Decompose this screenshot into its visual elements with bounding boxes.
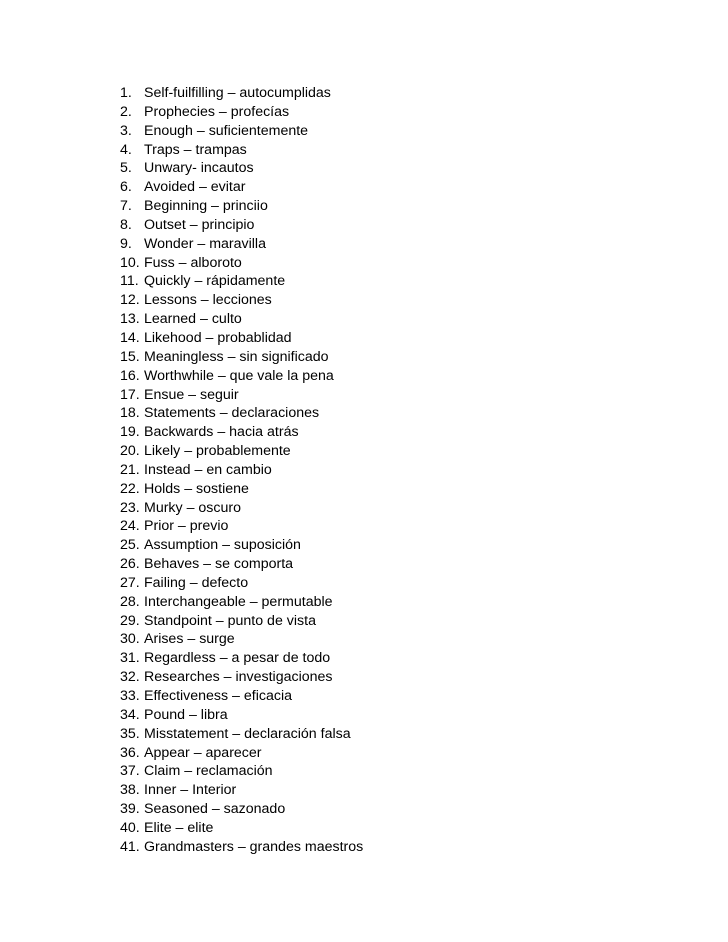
list-item	[120, 838, 363, 857]
list-item-number: 18.	[120, 405, 140, 422]
list-item	[120, 404, 363, 423]
list-item-number: 16.	[120, 367, 140, 384]
list-item-text: Misstatement – declaración falsa	[144, 725, 351, 742]
list-item	[120, 800, 363, 819]
list-item-text: Behaves – se comporta	[144, 556, 294, 573]
list-item	[120, 781, 363, 800]
list-item-text: Researches – investigaciones	[144, 669, 333, 686]
list-item-number: 8.	[120, 216, 132, 233]
list-item-text: Unwary- incautos	[144, 160, 254, 177]
list-item	[120, 687, 363, 706]
list-item-text: Grandmasters – grandes maestros	[144, 838, 364, 855]
list-item	[120, 499, 363, 518]
list-item-text: Elite – elite	[144, 819, 214, 836]
list-item-number: 4.	[120, 141, 132, 158]
list-item-number: 29.	[120, 612, 140, 629]
list-item	[120, 555, 363, 574]
list-item-number: 40.	[120, 819, 140, 836]
list-item	[120, 310, 363, 329]
list-item-text: Meaningless – sin significado	[144, 348, 329, 365]
list-item-number: 30.	[120, 631, 140, 648]
list-item	[120, 386, 363, 405]
list-item-number: 15.	[120, 348, 140, 365]
list-item-number: 13.	[120, 311, 140, 328]
list-item-text: Failing – defecto	[144, 574, 249, 591]
list-item	[120, 367, 363, 386]
list-item-number: 24.	[120, 518, 140, 535]
list-item-text: Quickly – rápidamente	[144, 273, 286, 290]
list-item	[120, 178, 363, 197]
list-item-number: 10.	[120, 254, 140, 271]
list-item-text: Prophecies – profecías	[144, 103, 290, 120]
list-item-text: Interchangeable – permutable	[144, 593, 333, 610]
list-item-text: Beginning – princiio	[144, 198, 268, 215]
list-item	[120, 517, 363, 536]
list-item-text: Ensue – seguir	[144, 386, 239, 403]
list-item-number: 39.	[120, 801, 140, 818]
list-item-text: Regardless – a pesar de todo	[144, 650, 331, 667]
list-item-number: 37.	[120, 763, 140, 780]
list-item	[120, 819, 363, 838]
list-item-number: 41.	[120, 838, 140, 855]
list-item	[120, 536, 363, 555]
list-item	[120, 762, 363, 781]
list-item-text: Worthwhile – que vale la pena	[144, 367, 334, 384]
list-item	[120, 235, 363, 254]
list-item-text: Instead – en cambio	[144, 461, 272, 478]
list-item-text: Inner – Interior	[144, 782, 237, 799]
list-item	[120, 725, 363, 744]
list-item-text: Likehood – probablidad	[144, 329, 292, 346]
list-item-number: 17.	[120, 386, 140, 403]
list-item-number: 25.	[120, 537, 140, 554]
list-item-text: Outset – principio	[144, 216, 255, 233]
list-item	[120, 329, 363, 348]
list-item-number: 5.	[120, 160, 132, 177]
list-item-number: 1.	[120, 85, 132, 101]
list-item-text: Likely – probablemente	[144, 443, 291, 460]
list-item	[120, 593, 363, 612]
list-item-number: 31.	[120, 650, 140, 667]
list-item-number: 22.	[120, 480, 140, 497]
list-item-text: Claim – reclamación	[144, 763, 273, 780]
list-item-text: Self-fuilfilling – autocumplidas	[144, 85, 331, 101]
list-item-number: 28.	[120, 593, 140, 610]
list-item	[120, 141, 363, 160]
list-item-number: 11.	[120, 273, 139, 290]
list-item-number: 26.	[120, 556, 140, 573]
list-item	[120, 423, 363, 442]
list-item	[120, 103, 363, 122]
list-item	[120, 744, 363, 763]
vocabulary-list	[120, 84, 363, 857]
list-item	[120, 197, 363, 216]
list-item	[120, 216, 363, 235]
list-item-number: 23.	[120, 499, 140, 516]
list-item	[120, 630, 363, 649]
list-item-number: 12.	[120, 292, 140, 309]
list-item-number: 2.	[120, 103, 132, 120]
list-item	[120, 122, 363, 141]
list-item-number: 32.	[120, 669, 140, 686]
list-item-text: Pound – libra	[144, 706, 228, 723]
list-item	[120, 442, 363, 461]
list-item-text: Wonder – maravilla	[144, 235, 266, 252]
list-item-text: Effectiveness – eficacia	[144, 688, 292, 704]
list-item-text: Enough – suficientemente	[144, 122, 309, 139]
list-item-number: 6.	[120, 179, 132, 196]
list-item	[120, 480, 363, 499]
list-item-text: Seasoned – sazonado	[144, 801, 286, 818]
list-item-number: 35.	[120, 725, 140, 742]
list-item-text: Traps – trampas	[144, 141, 247, 158]
list-item	[120, 612, 363, 631]
list-item	[120, 574, 363, 593]
list-item	[120, 706, 363, 725]
list-item	[120, 272, 363, 291]
list-item	[120, 348, 363, 367]
list-item	[120, 649, 363, 668]
list-item	[120, 84, 363, 103]
list-item	[120, 668, 363, 687]
list-item-number: 36.	[120, 744, 140, 761]
list-item-text: Fuss – alboroto	[144, 254, 242, 271]
list-item-text: Avoided – evitar	[144, 179, 246, 196]
list-item-number: 19.	[120, 424, 140, 441]
list-item-number: 27.	[120, 574, 140, 591]
list-item-text: Learned – culto	[144, 311, 242, 328]
list-item-number: 38.	[120, 782, 140, 799]
list-item-text: Arises – surge	[144, 631, 235, 648]
list-item-number: 9.	[120, 235, 132, 252]
list-item	[120, 254, 363, 273]
list-item-number: 20.	[120, 443, 140, 460]
list-item	[120, 291, 363, 310]
list-item-number: 7.	[120, 198, 132, 215]
list-item-text: Appear – aparecer	[144, 744, 262, 761]
list-item-number: 14.	[120, 329, 140, 346]
list-item-text: Standpoint – punto de vista	[144, 612, 316, 629]
list-item-text: Statements – declaraciones	[144, 405, 320, 422]
list-item-number: 33.	[120, 688, 140, 704]
list-item-text: Assumption – suposición	[144, 537, 301, 554]
list-item-text: Holds – sostiene	[144, 480, 249, 497]
list-item	[120, 159, 363, 178]
list-item-text: Murky – oscuro	[144, 499, 241, 516]
list-item-text: Lessons – lecciones	[144, 292, 272, 309]
list-item-number: 21.	[120, 461, 140, 478]
list-item	[120, 461, 363, 480]
list-item-number: 3.	[120, 122, 132, 139]
list-item-number: 34.	[120, 706, 140, 723]
list-item-text: Backwards – hacia atrás	[144, 424, 299, 441]
list-item-text: Prior – previo	[144, 518, 229, 535]
